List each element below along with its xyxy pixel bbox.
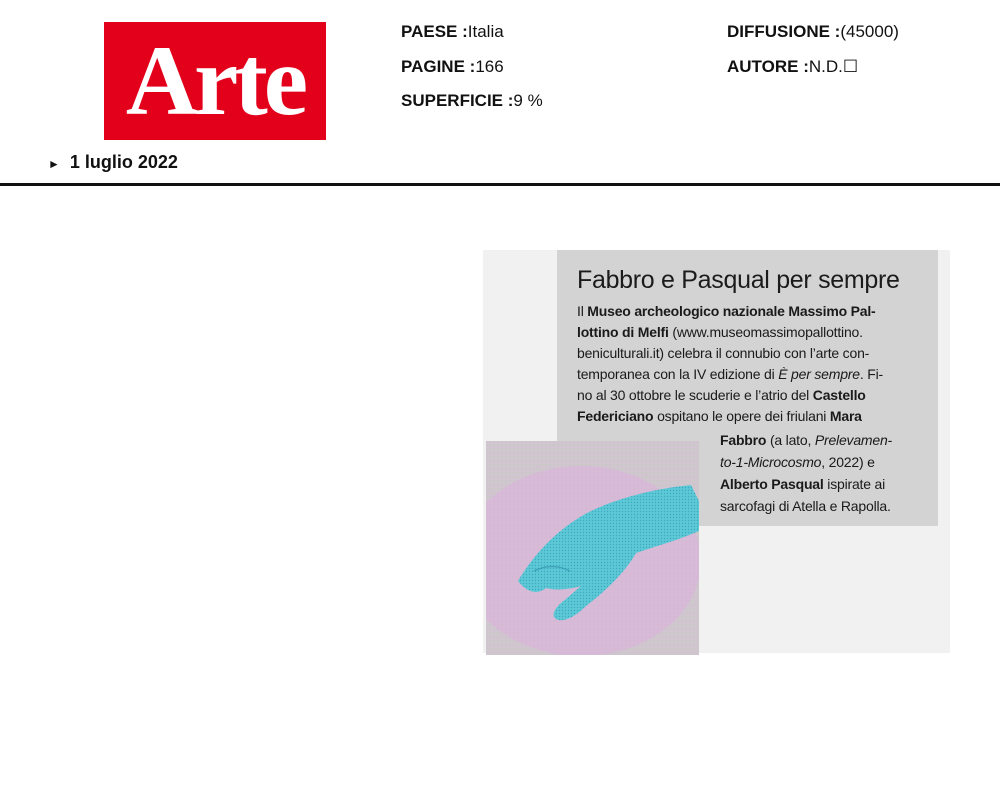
article-line-4 — [577, 364, 883, 385]
text-run-italic: Prelevamen- — [814, 432, 893, 448]
article-line-1 — [577, 301, 876, 322]
text-run-bold: Castello — [812, 387, 866, 403]
diffusione-label: DIFFUSIONE : — [727, 22, 841, 41]
text-run: no al 30 ottobre le scuderie e l’atrio del — [577, 387, 813, 403]
dotted-hand-artwork — [486, 441, 699, 655]
text-run-bold: Mara — [829, 408, 862, 424]
autore-label: AUTORE : — [727, 57, 809, 76]
paese-value: Italia — [467, 22, 504, 41]
text-run: sarcofagi di Atella e Rapolla. — [720, 498, 891, 514]
text-run: . Fi- — [859, 366, 883, 382]
superficie-field — [401, 91, 543, 111]
article-line-7 — [720, 430, 892, 451]
text-run-bold: Federiciano — [577, 408, 654, 424]
text-run: beniculturali.it) celebra il connubio con l’arte con- — [577, 345, 870, 361]
date-text: 1 luglio 2022 — [69, 152, 178, 172]
checkbox-icon: ☐ — [842, 57, 859, 76]
pagine-field — [401, 57, 504, 77]
text-run-bold: Museo archeologico nazionale Massimo Pal- — [587, 303, 876, 319]
text-run: (a lato, — [766, 432, 815, 448]
superficie-value: 9 % — [513, 91, 543, 110]
autore-field — [727, 57, 858, 77]
article-line-5 — [577, 385, 866, 406]
pagine-label: PAGINE : — [401, 57, 476, 76]
header-divider — [0, 183, 1000, 186]
superficie-label: SUPERFICIE : — [401, 91, 514, 110]
pagine-value: 166 — [475, 57, 504, 76]
text-run: , 2022) e — [821, 454, 875, 470]
diffusione-value: (45000) — [840, 22, 899, 41]
diffusione-field — [727, 22, 899, 42]
text-run: ispirate ai — [823, 476, 886, 492]
logo-text: Arte — [125, 25, 305, 136]
text-run-italic: to-1-Microcosmo — [720, 454, 822, 470]
article-line-8 — [720, 452, 875, 473]
article-line-9 — [720, 474, 885, 495]
article-line-3 — [577, 343, 869, 364]
autore-value: N.D. — [808, 57, 843, 76]
artwork-photo — [486, 441, 699, 655]
publication-date — [48, 152, 178, 173]
text-run-bold: lottino di Melfi — [577, 324, 669, 340]
paese-label: PAESE : — [401, 22, 468, 41]
article-line-6 — [577, 406, 862, 427]
text-run: Il — [577, 303, 588, 319]
text-run: ospitano le opere dei friulani — [653, 408, 830, 424]
text-run-bold: Alberto Pasqual — [720, 476, 824, 492]
article-title: Fabbro e Pasqual per sempre — [577, 266, 900, 294]
text-run-bold: Fabbro — [720, 432, 767, 448]
text-run: temporanea con la IV edizione di — [577, 366, 779, 382]
arrow-right-icon: ► — [48, 157, 60, 171]
article-line-2 — [577, 322, 863, 343]
article-line-10 — [720, 496, 891, 517]
text-run-italic: È per sempre — [778, 366, 860, 382]
text-run: (www.museomassimopallottino. — [668, 324, 863, 340]
arte-logo — [104, 22, 326, 140]
paese-field — [401, 22, 504, 42]
